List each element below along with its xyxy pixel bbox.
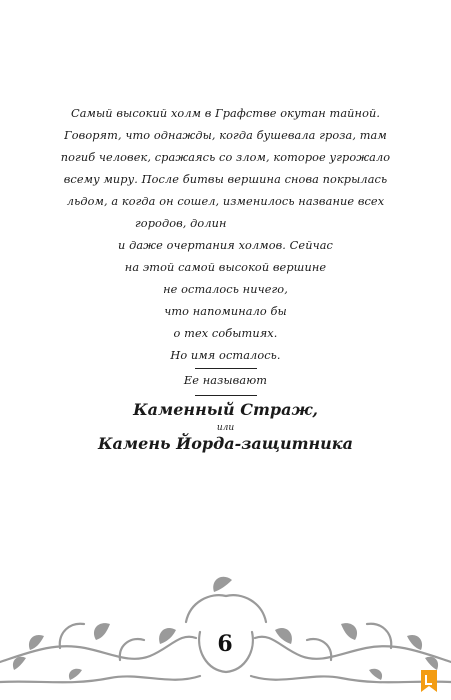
paragraph-line: Говорят, что однажды, когда бушевала гроза, там bbox=[64, 129, 387, 142]
title-stone-guardian: Каменный Страж, bbox=[133, 400, 318, 419]
paragraph-line: на этой самой высокой вершине bbox=[124, 261, 327, 274]
page-number: 6 bbox=[217, 631, 233, 657]
paragraph-line: городов, долин bbox=[135, 217, 227, 230]
paragraph-line: не осталось ничего, bbox=[163, 283, 288, 296]
divider-rule bbox=[195, 395, 257, 396]
divider-rule bbox=[195, 368, 257, 369]
title-stone-of-jord: Камень Йорда-защитника bbox=[98, 434, 353, 453]
paragraph-line: погиб человек, сражаясь со злом, которое угрожало bbox=[60, 151, 391, 164]
conjunction-text: или bbox=[216, 423, 235, 433]
paragraph-line: о тех событиях. bbox=[173, 327, 278, 340]
paragraph-line: всему миру. После битвы вершина снова покрылась bbox=[63, 173, 388, 186]
paragraph-line: льдом, а когда он сошел, изменилось название всех bbox=[66, 195, 385, 208]
paragraph-line: Самый высокий холм в Графстве окутан тайной. bbox=[70, 107, 381, 120]
paragraph-line: Но имя осталось. bbox=[170, 349, 281, 362]
paragraph-line: и даже очертания холмов. Сейчас bbox=[118, 239, 333, 252]
bookmark-icon bbox=[421, 670, 437, 692]
paragraph-line: что напоминало бы bbox=[164, 305, 287, 318]
lead-text: Ее называют bbox=[183, 374, 268, 387]
